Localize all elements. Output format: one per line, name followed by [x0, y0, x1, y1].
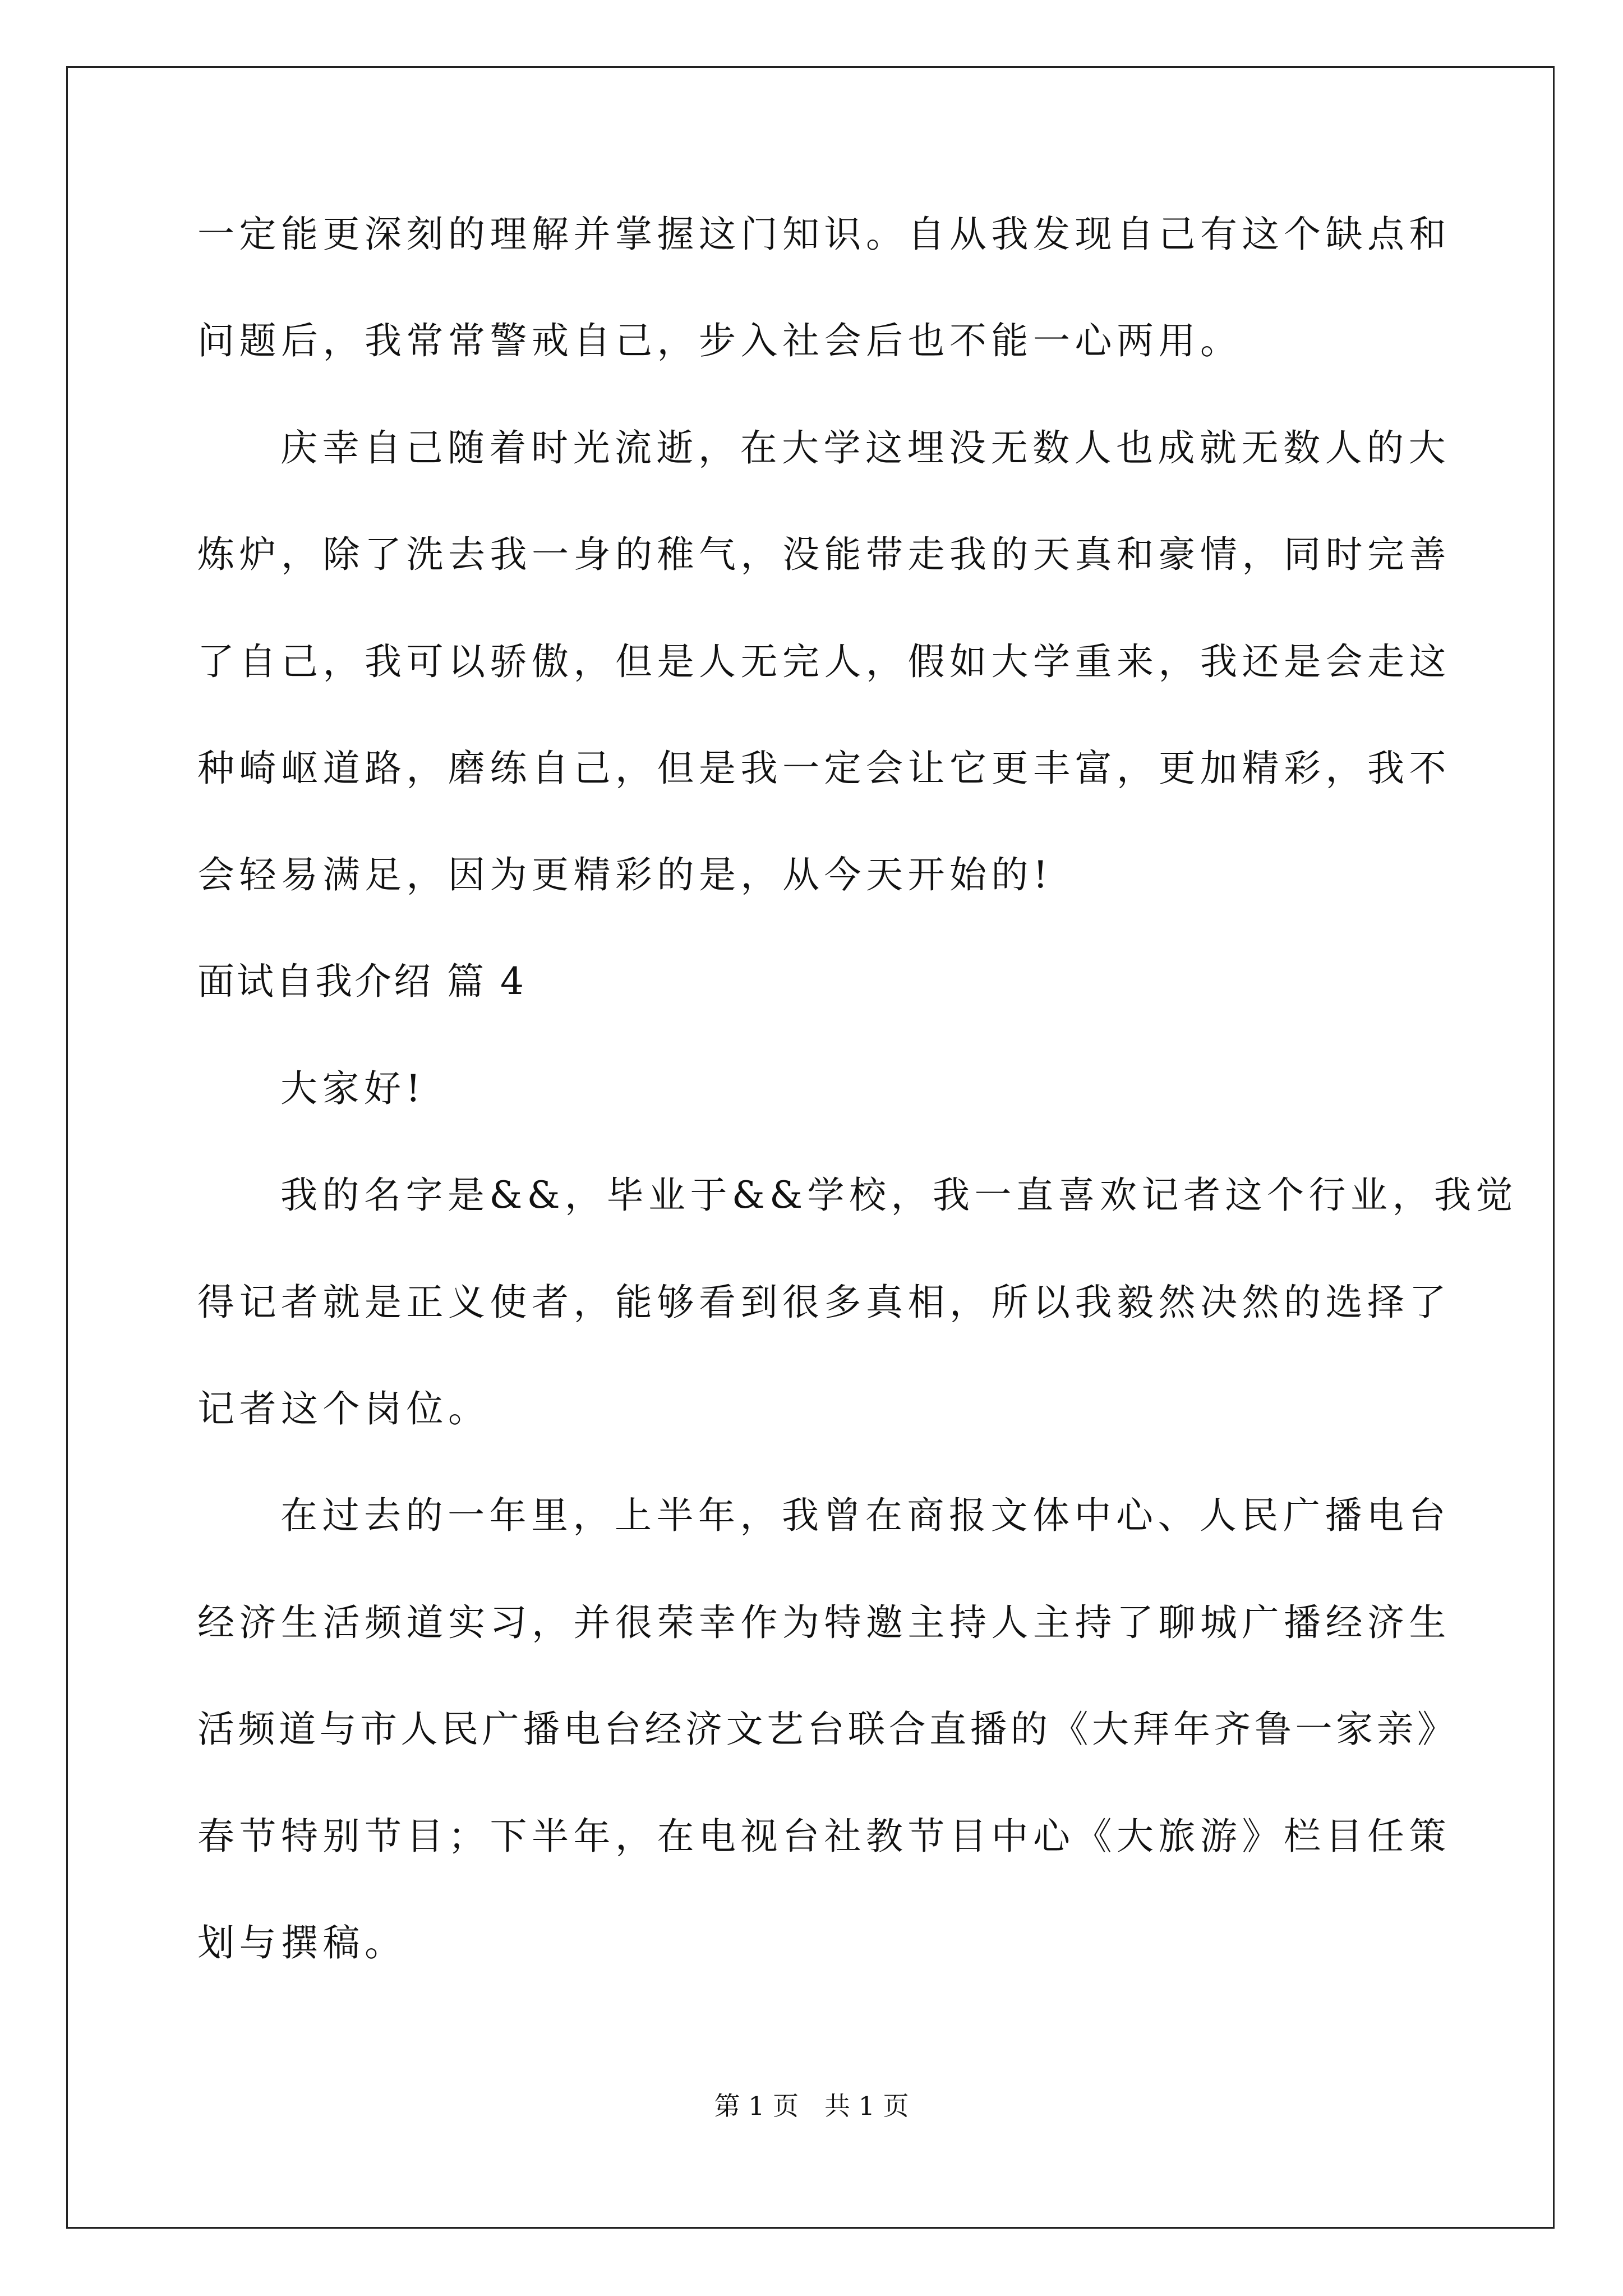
paragraph-line: 我的名字是&&，毕业于&&学校，我一直喜欢记者这个行业，我觉	[280, 1174, 1518, 1217]
page-border	[66, 66, 1555, 2229]
paragraph-line: 炼炉，除了洗去我一身的稚气，没能带走我的天真和豪情，同时完善	[197, 533, 1451, 576]
paragraph-line: 春节特别节目；下半年，在电视台社教节目中心《大旅游》栏目任策	[197, 1815, 1451, 1858]
section-heading: 面试自我介绍 篇 4	[197, 960, 526, 1003]
greeting-line: 大家好!	[280, 1067, 426, 1110]
paragraph-line: 划与撰稿。	[197, 1921, 407, 1964]
paragraph-line: 会轻易满足，因为更精彩的是，从今天开始的!	[197, 853, 1053, 896]
paragraph-line: 一定能更深刻的理解并掌握这门知识。自从我发现自己有这个缺点和	[197, 213, 1451, 256]
paragraph-line: 问题后，我常常警戒自己，步入社会后也不能一心两用。	[197, 319, 1242, 362]
paragraph-line: 在过去的一年里，上半年，我曾在商报文体中心、人民广播电台	[280, 1494, 1450, 1537]
paragraph-line: 得记者就是正义使者，能够看到很多真相，所以我毅然决然的选择了	[197, 1281, 1451, 1324]
paragraph-line: 记者这个岗位。	[197, 1387, 490, 1430]
page-footer: 第 1 页 共 1 页	[714, 2091, 909, 2121]
paragraph-line: 经济生活频道实习，并很荣幸作为特邀主持人主持了聊城广播经济生	[197, 1601, 1451, 1644]
paragraph-line: 了自己，我可以骄傲，但是人无完人，假如大学重来，我还是会走这	[197, 640, 1451, 683]
paragraph-line: 活频道与市人民广播电台经济文艺台联合直播的《大拜年齐鲁一家亲》	[197, 1708, 1458, 1751]
paragraph-line: 庆幸自己随着时光流逝，在大学这埋没无数人也成就无数人的大	[280, 426, 1450, 470]
paragraph-line: 种崎岖道路，磨练自己，但是我一定会让它更丰富，更加精彩，我不	[197, 747, 1451, 790]
